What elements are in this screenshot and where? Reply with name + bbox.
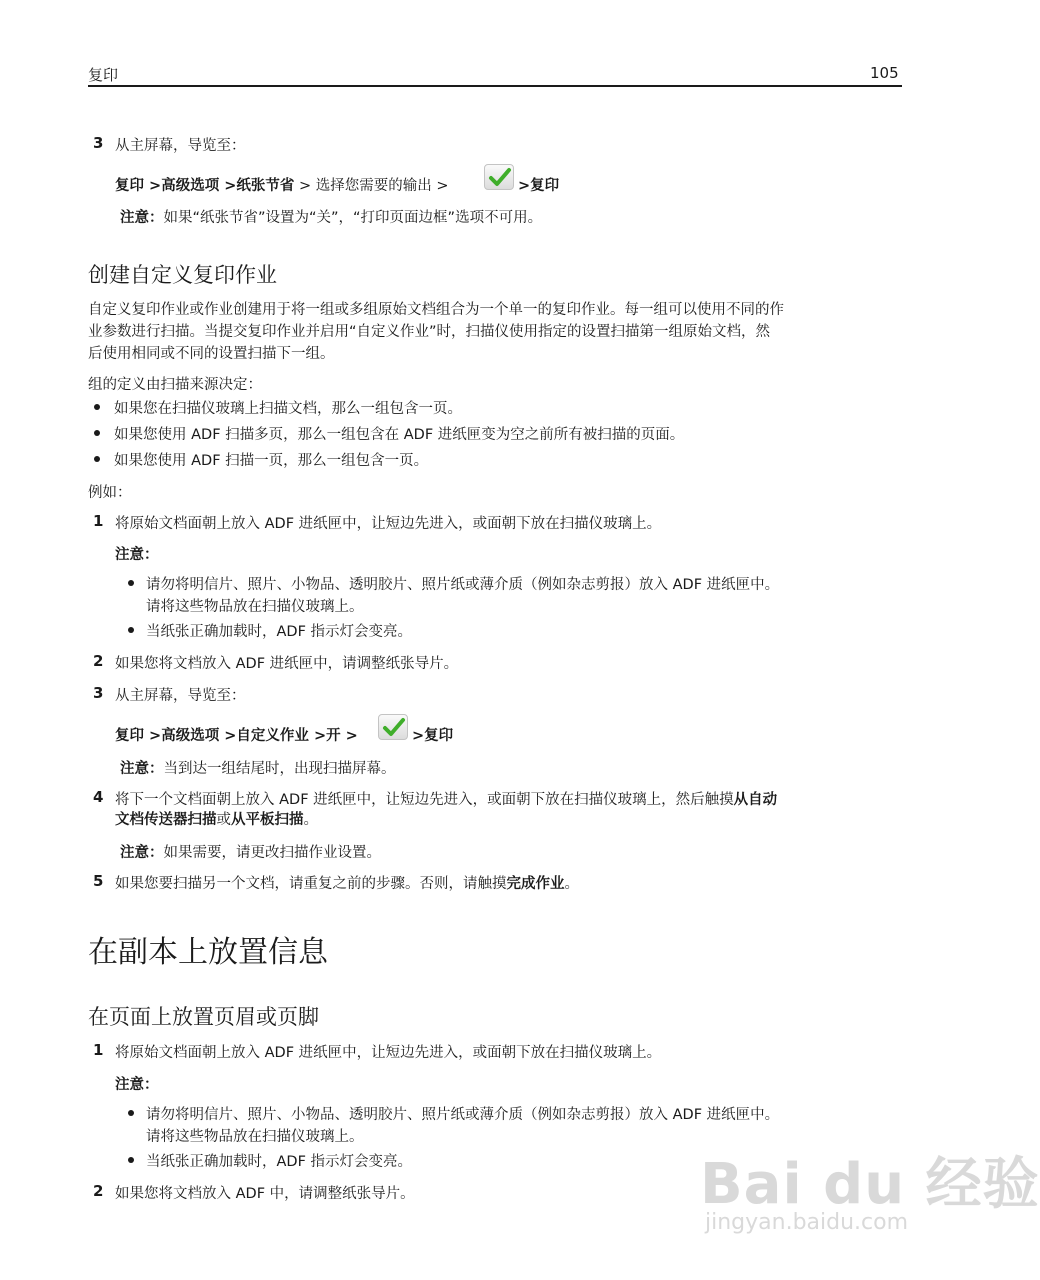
section-heading: 在页面上放置页眉或页脚 xyxy=(88,1005,319,1029)
step-number: 3 xyxy=(93,134,104,152)
scan-adf-option: 从自动 xyxy=(733,792,778,808)
note-text: 当到达一组结尾时，出现扫描屏幕。 xyxy=(163,761,396,777)
baidu-watermark-url: jingyan.baidu.com xyxy=(705,1210,909,1235)
chapter-heading: 在副本上放置信息 xyxy=(88,935,328,970)
scan-adf-option: 文档传送器扫描 xyxy=(115,812,217,828)
step-text: 将原始文档面朝上放入 ADF 进纸匣中，让短边先进入，或面朝下放在扫描仪玻璃上。 xyxy=(115,1045,662,1061)
bullet-text: 请将这些物品放在扫描仪玻璃上。 xyxy=(146,1129,364,1145)
note xyxy=(120,206,542,227)
step-text xyxy=(115,872,579,893)
step-number: 5 xyxy=(93,872,104,890)
step-text: 从主屏幕，导览至： xyxy=(115,688,246,704)
section-heading: 创建自定义复印作业 xyxy=(88,263,277,287)
bullet-text: 当纸张正确加载时，ADF 指示灯会变亮。 xyxy=(146,624,413,640)
step-text-part: 。 xyxy=(564,876,579,892)
bullet-text: 如果您在扫描仪玻璃上扫描文档，那么一组包含一页。 xyxy=(114,401,462,417)
bullet-text: 请勿将明信片、照片、小物品、透明胶片、照片纸或薄介质（例如杂志剪报）放入 ADF 进纸匣中。 xyxy=(146,1107,780,1123)
paragraph-line: 自定义复印作业或作业创建用于将一组或多组原始文档组合为一个单一的复印作业。每一组可以使用不同的作 xyxy=(88,302,784,318)
bullet-text: 如果您使用 ADF 扫描多页，那么一组包含在 ADF 进纸匣变为空之前所有被扫描的页面。 xyxy=(114,427,685,443)
step-text: 从主屏幕，导览至： xyxy=(115,138,246,154)
page-number: 105 xyxy=(870,64,899,82)
step-text-part: 。 xyxy=(303,812,318,828)
paragraph-line: 后使用相同或不同的设置扫描下一组。 xyxy=(88,346,335,362)
bullet-dot xyxy=(128,580,134,586)
paragraph-line: 业参数进行扫描。当提交复印作业并启用“自定义作业”时，扫描仪使用指定的设置扫描第一组原始文档，然 xyxy=(88,324,771,340)
bullet-dot xyxy=(128,1110,134,1116)
check-button-icon xyxy=(378,714,408,740)
scan-flatbed-option: 从平板扫描 xyxy=(231,812,304,828)
bullet-dot xyxy=(128,1157,134,1163)
step-text-part: 将下一个文档面朝上放入 ADF 进纸匣中，让短边先进入，或面朝下放在扫描仪玻璃上，然后触摸 xyxy=(115,792,734,808)
note-label: 注意： xyxy=(120,761,164,777)
note-label: 注意： xyxy=(115,1077,159,1093)
header-rule xyxy=(88,85,902,87)
group-definition: 组的定义由扫描来源决定： xyxy=(88,377,262,393)
running-header-title: 复印 xyxy=(88,66,119,84)
step-text-part: 如果您要扫描另一个文档，请重复之前的步骤。否则，请触摸 xyxy=(115,876,507,892)
bullet-dot xyxy=(94,404,100,410)
menu-path-end: >复印 xyxy=(518,178,560,194)
menu-path-bold: 复印 >高级选项 >纸张节省 xyxy=(115,178,295,194)
bullet-text: 如果您使用 ADF 扫描一页，那么一组包含一页。 xyxy=(114,453,429,469)
menu-path xyxy=(115,174,449,195)
note-text: 如果需要，请更改扫描作业设置。 xyxy=(163,845,381,861)
step-number: 2 xyxy=(93,652,104,670)
note-label: 注意： xyxy=(120,845,164,861)
step-text: 如果您将文档放入 ADF 中，请调整纸张导片。 xyxy=(115,1186,415,1202)
bullet-text: 请将这些物品放在扫描仪玻璃上。 xyxy=(146,599,364,615)
bullet-text: 当纸张正确加载时，ADF 指示灯会变亮。 xyxy=(146,1154,413,1170)
finish-job-option: 完成作业 xyxy=(506,876,565,892)
step-number: 1 xyxy=(93,1041,104,1059)
step-text xyxy=(115,788,777,809)
note xyxy=(120,841,381,862)
bullet-dot xyxy=(128,627,134,633)
step-number: 3 xyxy=(93,684,104,702)
bullet-dot xyxy=(94,430,100,436)
step-number: 4 xyxy=(93,788,104,806)
menu-path-bold: 复印 >高级选项 >自定义作业 >开 > xyxy=(115,728,358,744)
note xyxy=(120,757,396,778)
note-label: 注意： xyxy=(120,210,164,226)
step-number: 2 xyxy=(93,1182,104,1200)
note-label: 注意： xyxy=(115,547,159,563)
step-text: 如果您将文档放入 ADF 进纸匣中，请调整纸张导片。 xyxy=(115,656,459,672)
bullet-dot xyxy=(94,456,100,462)
example-label: 例如： xyxy=(88,485,132,501)
step-text xyxy=(115,808,318,829)
bullet-text: 请勿将明信片、照片、小物品、透明胶片、照片纸或薄介质（例如杂志剪报）放入 ADF 进纸匣中。 xyxy=(146,577,780,593)
menu-path-mid: > 选择您需要的输出 > xyxy=(299,178,449,194)
note-text: 如果“纸张节省”设置为“关”，“打印页面边框”选项不可用。 xyxy=(163,210,543,226)
baidu-watermark-logo: Bai du 经验 xyxy=(700,1152,1040,1217)
check-button-icon xyxy=(484,164,514,190)
step-number: 1 xyxy=(93,512,104,530)
step-text-part: 或 xyxy=(216,812,231,828)
menu-path-end: >复印 xyxy=(412,728,454,744)
step-text: 将原始文档面朝上放入 ADF 进纸匣中，让短边先进入，或面朝下放在扫描仪玻璃上。 xyxy=(115,516,662,532)
